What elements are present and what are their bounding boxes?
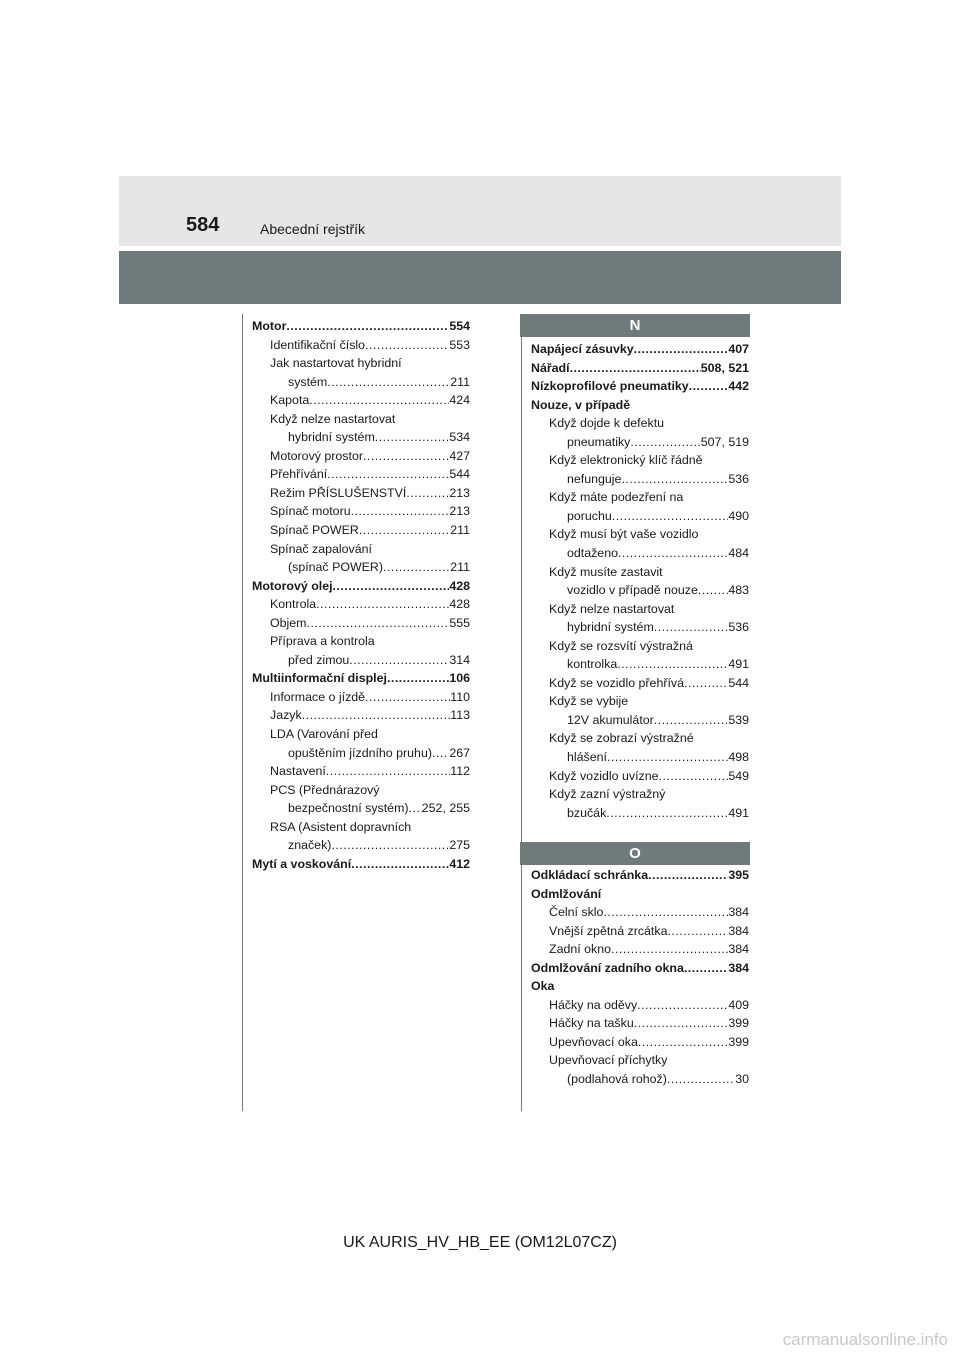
page-reference: 113 (450, 708, 470, 723)
page-reference: 213 (449, 485, 470, 500)
leader-dots (365, 336, 449, 355)
entry-text: Když se rozsvítí výstražná (549, 638, 693, 653)
entry-text: Jazyk (270, 708, 302, 723)
leader-dots (659, 767, 729, 786)
index-entry (252, 781, 470, 800)
leader-dots (638, 1033, 728, 1052)
entry-text: bezpečnostní systém) (288, 801, 409, 816)
index-entry (531, 488, 749, 507)
leader-dots (333, 577, 450, 596)
column-divider-left (242, 314, 243, 1111)
entry-text: značek) (288, 838, 332, 853)
page-reference: 539 (728, 712, 749, 727)
page-reference: 384 (728, 905, 749, 920)
entry-text: Když se vozidlo přehřívá (549, 675, 684, 690)
entry-text: Upevňovací příchytky (549, 1053, 668, 1068)
leader-dots (351, 855, 449, 874)
page-reference: 484 (728, 546, 749, 561)
index-entry (531, 903, 749, 922)
entry-text: Kapota (270, 393, 310, 408)
entry-text: Když nelze nastartovat (549, 601, 675, 616)
index-entry (252, 484, 470, 503)
footer-doc-code: UK AURIS_HV_HB_EE (OM12L07CZ) (343, 1234, 617, 1251)
index-heading-entry (531, 885, 749, 904)
leader-dots (387, 669, 449, 688)
entry-text: Odmlžování zadního okna (531, 960, 684, 975)
index-heading-entry (252, 669, 470, 688)
leader-dots (637, 996, 728, 1015)
entry-text: Identifikační číslo (270, 337, 366, 352)
entry-text: Příprava a kontrola (270, 634, 375, 649)
entry-text: Nastavení (270, 764, 326, 779)
leader-dots (630, 433, 700, 452)
entry-text: Nářadí (531, 360, 570, 375)
watermark: carmanualsonline.info (782, 1330, 948, 1349)
index-heading-entry (252, 577, 470, 596)
index-entry (252, 447, 470, 466)
section-header-o: O (520, 842, 750, 865)
index-entry (531, 674, 749, 693)
entry-text: Když se zobrazí výstražné (549, 731, 694, 746)
page-reference: 544 (728, 675, 749, 690)
leader-dots (606, 804, 728, 823)
entry-text: hybridní systém (567, 620, 654, 635)
index-heading-entry (531, 377, 749, 396)
index-entry (252, 762, 470, 781)
page-reference: 106 (449, 671, 470, 686)
entry-text: Háčky na oděvy (549, 997, 638, 1012)
leader-dots (349, 651, 449, 670)
page-reference: 399 (728, 1034, 749, 1049)
page-reference: 553 (449, 337, 470, 352)
page-reference: 112 (450, 764, 470, 779)
index-entry (252, 391, 470, 410)
leader-dots (309, 391, 449, 410)
index-entry (531, 1051, 749, 1070)
index-entry (531, 414, 749, 433)
index-heading-entry (252, 855, 470, 874)
entry-text: Když musí být vaše vozidlo (549, 527, 699, 542)
index-entry (531, 1014, 749, 1033)
index-entry (252, 799, 470, 818)
index-entry (531, 470, 749, 489)
page-title: Abecední rejstřík (260, 221, 366, 237)
page-reference: 409 (728, 997, 749, 1012)
index-entry (252, 558, 470, 577)
leader-dots (603, 903, 728, 922)
index-entry (252, 744, 470, 763)
leader-dots (351, 502, 450, 521)
page-reference: 211 (450, 560, 470, 575)
entry-text: Motorový olej (252, 578, 333, 593)
entry-text: Když musíte zastavit (549, 564, 663, 579)
page-reference: 267 (449, 745, 470, 760)
entry-text: Když zazní výstražný (549, 787, 666, 802)
leader-dots (363, 447, 449, 466)
page-reference: 252, 255 (421, 801, 470, 816)
page-reference: 384 (728, 923, 749, 938)
entry-text: Čelní sklo (549, 905, 604, 920)
index-column-left (252, 317, 470, 873)
index-entry (252, 818, 470, 837)
page-reference: 483 (728, 583, 749, 598)
index-entry (531, 600, 749, 619)
index-entry (252, 706, 470, 725)
index-heading-entry (531, 359, 749, 378)
entry-text: Přehřívání (270, 467, 328, 482)
leader-dots (331, 836, 449, 855)
index-entry (531, 748, 749, 767)
page-reference: 384 (728, 942, 749, 957)
entry-text: vozidlo v případě nouze (567, 583, 698, 598)
index-entry (531, 563, 749, 582)
page-reference: 407 (728, 342, 749, 356)
entry-text: RSA (Asistent dopravních (270, 819, 412, 834)
leader-dots (607, 748, 728, 767)
entry-text: Vnější zpětná zrcátka (549, 923, 668, 938)
leader-dots (684, 674, 728, 693)
entry-text: Spínač zapalování (270, 541, 372, 556)
index-entry (252, 614, 470, 633)
leader-dots (612, 507, 729, 526)
index-entry (252, 688, 470, 707)
index-entry (531, 1033, 749, 1052)
index-heading-entry (531, 866, 749, 885)
index-heading-entry (531, 977, 749, 996)
index-entry (252, 502, 470, 521)
entry-text: Háčky na tašku (549, 1016, 634, 1031)
index-entry (252, 410, 470, 429)
entry-text: Když elektronický klíč řádně (549, 453, 703, 468)
leader-dots (326, 762, 450, 781)
page-reference: 544 (449, 467, 470, 482)
leader-dots (432, 744, 449, 763)
leader-dots (667, 922, 728, 941)
page-reference: 534 (449, 430, 470, 445)
entry-text: Oka (531, 979, 555, 994)
page-reference: 536 (728, 471, 749, 486)
entry-text: Režim PŘÍSLUŠENSTVÍ (270, 485, 407, 500)
entry-text: kontrolka (567, 657, 618, 672)
page-reference: 399 (728, 1016, 749, 1031)
index-entry (252, 836, 470, 855)
page-reference: 211 (450, 523, 470, 538)
entry-text: Zadní okno (549, 942, 611, 957)
index-entry (531, 544, 749, 563)
index-entry (531, 1070, 749, 1089)
leader-dots (409, 799, 422, 818)
page-reference: 498 (728, 750, 749, 765)
leader-dots (375, 428, 450, 447)
leader-dots (654, 711, 729, 730)
page-reference: 427 (449, 448, 470, 463)
page-reference: 384 (728, 960, 749, 975)
index-entry (531, 451, 749, 470)
index-entry (531, 433, 749, 452)
page-reference: 213 (449, 504, 470, 519)
leader-dots (698, 581, 728, 600)
page-reference: 554 (449, 319, 470, 333)
leader-dots (611, 940, 728, 959)
page-reference: 412 (449, 856, 470, 871)
leader-dots (684, 959, 728, 978)
index-entry (531, 711, 749, 730)
leader-dots (654, 618, 729, 637)
entry-text: hlášení (567, 750, 607, 765)
index-entry (252, 651, 470, 670)
index-heading-entry (531, 396, 749, 415)
leader-dots (621, 470, 728, 489)
entry-text: Když máte podezření na (549, 490, 684, 505)
entry-text: Odkládací schránka (531, 868, 649, 882)
entry-text: Nouze, v případě (531, 397, 631, 412)
index-entry (531, 922, 749, 941)
page-reference: 211 (450, 374, 470, 389)
entry-text: Mytí a voskování (252, 856, 352, 871)
entry-text: PCS (Přednárazový (270, 782, 380, 797)
entry-text: poruchu (567, 508, 612, 523)
index-entry (252, 632, 470, 651)
entry-text: 12V akumulátor (567, 712, 654, 727)
page-reference: 507, 519 (700, 434, 749, 449)
entry-text: Informace o jízdě (270, 689, 366, 704)
leader-dots (634, 340, 729, 359)
entry-text: Upevňovací oka (549, 1034, 638, 1049)
leader-dots (286, 317, 449, 336)
index-entry (531, 940, 749, 959)
page-reference: 491 (728, 657, 749, 672)
entry-text: Motorový prostor (270, 448, 363, 463)
entry-text: Multiinformační displej (252, 671, 387, 686)
header-band (119, 251, 841, 304)
column-divider-middle (521, 314, 522, 1111)
entry-text: Motor (252, 319, 287, 333)
entry-text: (spínač POWER) (288, 560, 384, 575)
leader-dots (617, 655, 728, 674)
entry-text: Kontrola (270, 597, 317, 612)
page-reference: 424 (449, 393, 470, 408)
entry-text: Jak nastartovat hybridní (270, 356, 402, 371)
leader-dots (618, 544, 728, 563)
page-reference: 110 (450, 689, 470, 704)
entry-text: pneumatiky (567, 434, 631, 449)
entry-text: Spínač motoru (270, 504, 351, 519)
entry-text: Spínač POWER (270, 523, 359, 538)
index-entry (252, 354, 470, 373)
index-entry (252, 595, 470, 614)
index-entry (252, 428, 470, 447)
entry-text: Nízkoprofilové pneumatiky (531, 379, 689, 394)
page-reference: 491 (728, 805, 749, 820)
index-entry (531, 581, 749, 600)
leader-dots (667, 1070, 735, 1089)
page-reference: 442 (728, 379, 749, 394)
page-reference: 428 (449, 578, 470, 593)
page-reference: 536 (728, 620, 749, 635)
header-bar (119, 176, 841, 246)
index-heading-entry (531, 340, 749, 359)
entry-text: bzučák (567, 805, 607, 820)
leader-dots (302, 706, 451, 725)
page-reference: 549 (728, 768, 749, 783)
index-entry (531, 767, 749, 786)
index-section-o (531, 866, 749, 1089)
index-entry (531, 785, 749, 804)
page-reference: 30 (735, 1072, 749, 1087)
entry-text: Když se vybije (549, 694, 629, 709)
entry-text: Odmlžování (531, 886, 602, 901)
page-reference: 395 (728, 868, 749, 882)
page-reference: 428 (449, 597, 470, 612)
leader-dots (327, 373, 450, 392)
page-reference: 490 (728, 508, 749, 523)
page-number: 584 (186, 214, 220, 236)
leader-dots (406, 484, 449, 503)
index-entry (531, 655, 749, 674)
index-entry (531, 692, 749, 711)
index-entry (531, 637, 749, 656)
page-reference: 555 (449, 615, 470, 630)
index-entry (531, 525, 749, 544)
index-entry (531, 507, 749, 526)
entry-text: systém (288, 374, 328, 389)
leader-dots (365, 688, 450, 707)
entry-text: Objem (270, 615, 307, 630)
entry-text: před zimou (288, 652, 350, 667)
index-entry (531, 804, 749, 823)
entry-text: Když dojde k defektu (549, 416, 665, 431)
section-header-n: N (520, 314, 750, 337)
entry-text: LDA (Varování před (270, 727, 378, 742)
entry-text: hybridní systém (288, 430, 375, 445)
leader-dots (316, 595, 449, 614)
entry-text: opuštěním jízdního pruhu) (288, 745, 432, 760)
leader-dots (327, 465, 449, 484)
index-entry (252, 373, 470, 392)
index-entry (252, 521, 470, 540)
entry-text: nefunguje (567, 471, 622, 486)
entry-text: odtaženo (567, 546, 618, 561)
entry-text: Když nelze nastartovat (270, 411, 396, 426)
index-entry (531, 618, 749, 637)
leader-dots (689, 377, 729, 396)
page-reference: 314 (449, 652, 470, 667)
index-entry (252, 725, 470, 744)
index-entry (531, 729, 749, 748)
leader-dots (634, 1014, 729, 1033)
index-entry (252, 540, 470, 559)
index-section-n (531, 340, 749, 822)
leader-dots (307, 614, 450, 633)
leader-dots (359, 521, 450, 540)
entry-text: (podlahová rohož) (567, 1072, 667, 1087)
page-reference: 508, 521 (700, 360, 749, 375)
leader-dots (570, 359, 701, 378)
entry-text: Když vozidlo uvízne (549, 768, 659, 783)
leader-dots (648, 866, 728, 885)
index-entry (531, 996, 749, 1015)
index-heading-entry (252, 317, 470, 336)
page-reference: 275 (449, 838, 470, 853)
index-entry (252, 336, 470, 355)
index-entry (252, 465, 470, 484)
leader-dots (383, 558, 450, 577)
index-heading-entry (531, 959, 749, 978)
entry-text: Napájecí zásuvky (531, 342, 634, 356)
